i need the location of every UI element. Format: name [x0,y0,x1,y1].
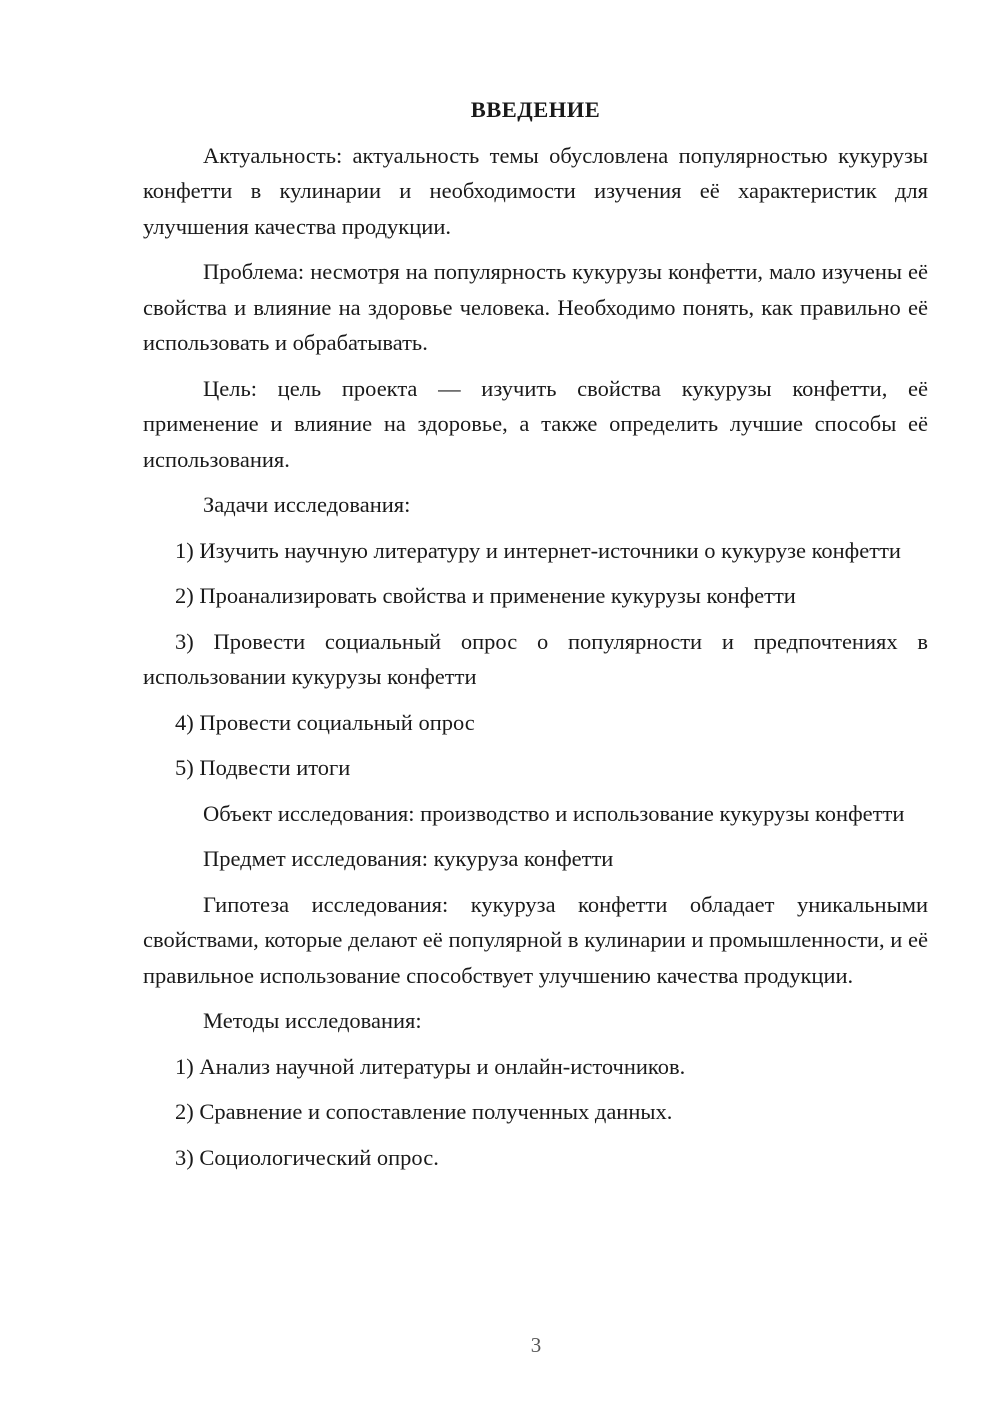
page-number: 3 [530,1333,542,1357]
method-item: 1) Анализ научной литературы и онлайн-источников. [175,1053,686,1079]
document-page [143,92,928,1185]
section-title: ВВЕДЕНИЕ [470,97,601,122]
object-paragraph: Объект исследования: производство и использование кукурузы конфетти [203,800,905,826]
relevance-paragraph: Актуальность: актуальность темы обусловлена популярностью кукурузы конфетти в кулинарии и необходимости изучения её характеристик для улучшения качества продукции. [143,142,928,239]
task-item: 5) Подвести итоги [175,755,351,780]
goal-paragraph: Цель: цель проекта — изучить свойства кукурузы конфетти, её применение и влияние на здоровье, а также определить лучшие способы её использования. [143,375,928,472]
task-item: 2) Проанализировать свойства и применение кукурузы конфетти [175,583,796,608]
task-item: 3) Провести социальный опрос о популярности и предпочтениях в использовании кукурузы конфетти [143,628,928,689]
method-item: 2) Сравнение и сопоставление полученных данных. [175,1099,673,1124]
method-item: 3) Социологический опрос. [175,1144,439,1170]
problem-paragraph: Проблема: несмотря на популярность кукурузы конфетти, мало изучены её свойства и влияние на здоровье человека. Необходимо понять, как правильно её использовать и обрабатывать. [143,259,928,355]
task-item: 1) Изучить научную литературу и интернет-источники о кукурузе конфетти [175,537,901,563]
methods-heading: Методы исследования: [203,1008,422,1033]
tasks-heading: Задачи исследования: [203,492,411,517]
hypothesis-paragraph: Гипотеза исследования: кукуруза конфетти обладает уникальными свойствами, которые делают её популярной в кулинарии и промышленности, и её правильное использование способствует улучшению качества продукции. [143,891,928,988]
subject-paragraph: Предмет исследования: кукуруза конфетти [203,846,614,871]
task-item: 4) Провести социальный опрос [175,709,475,735]
